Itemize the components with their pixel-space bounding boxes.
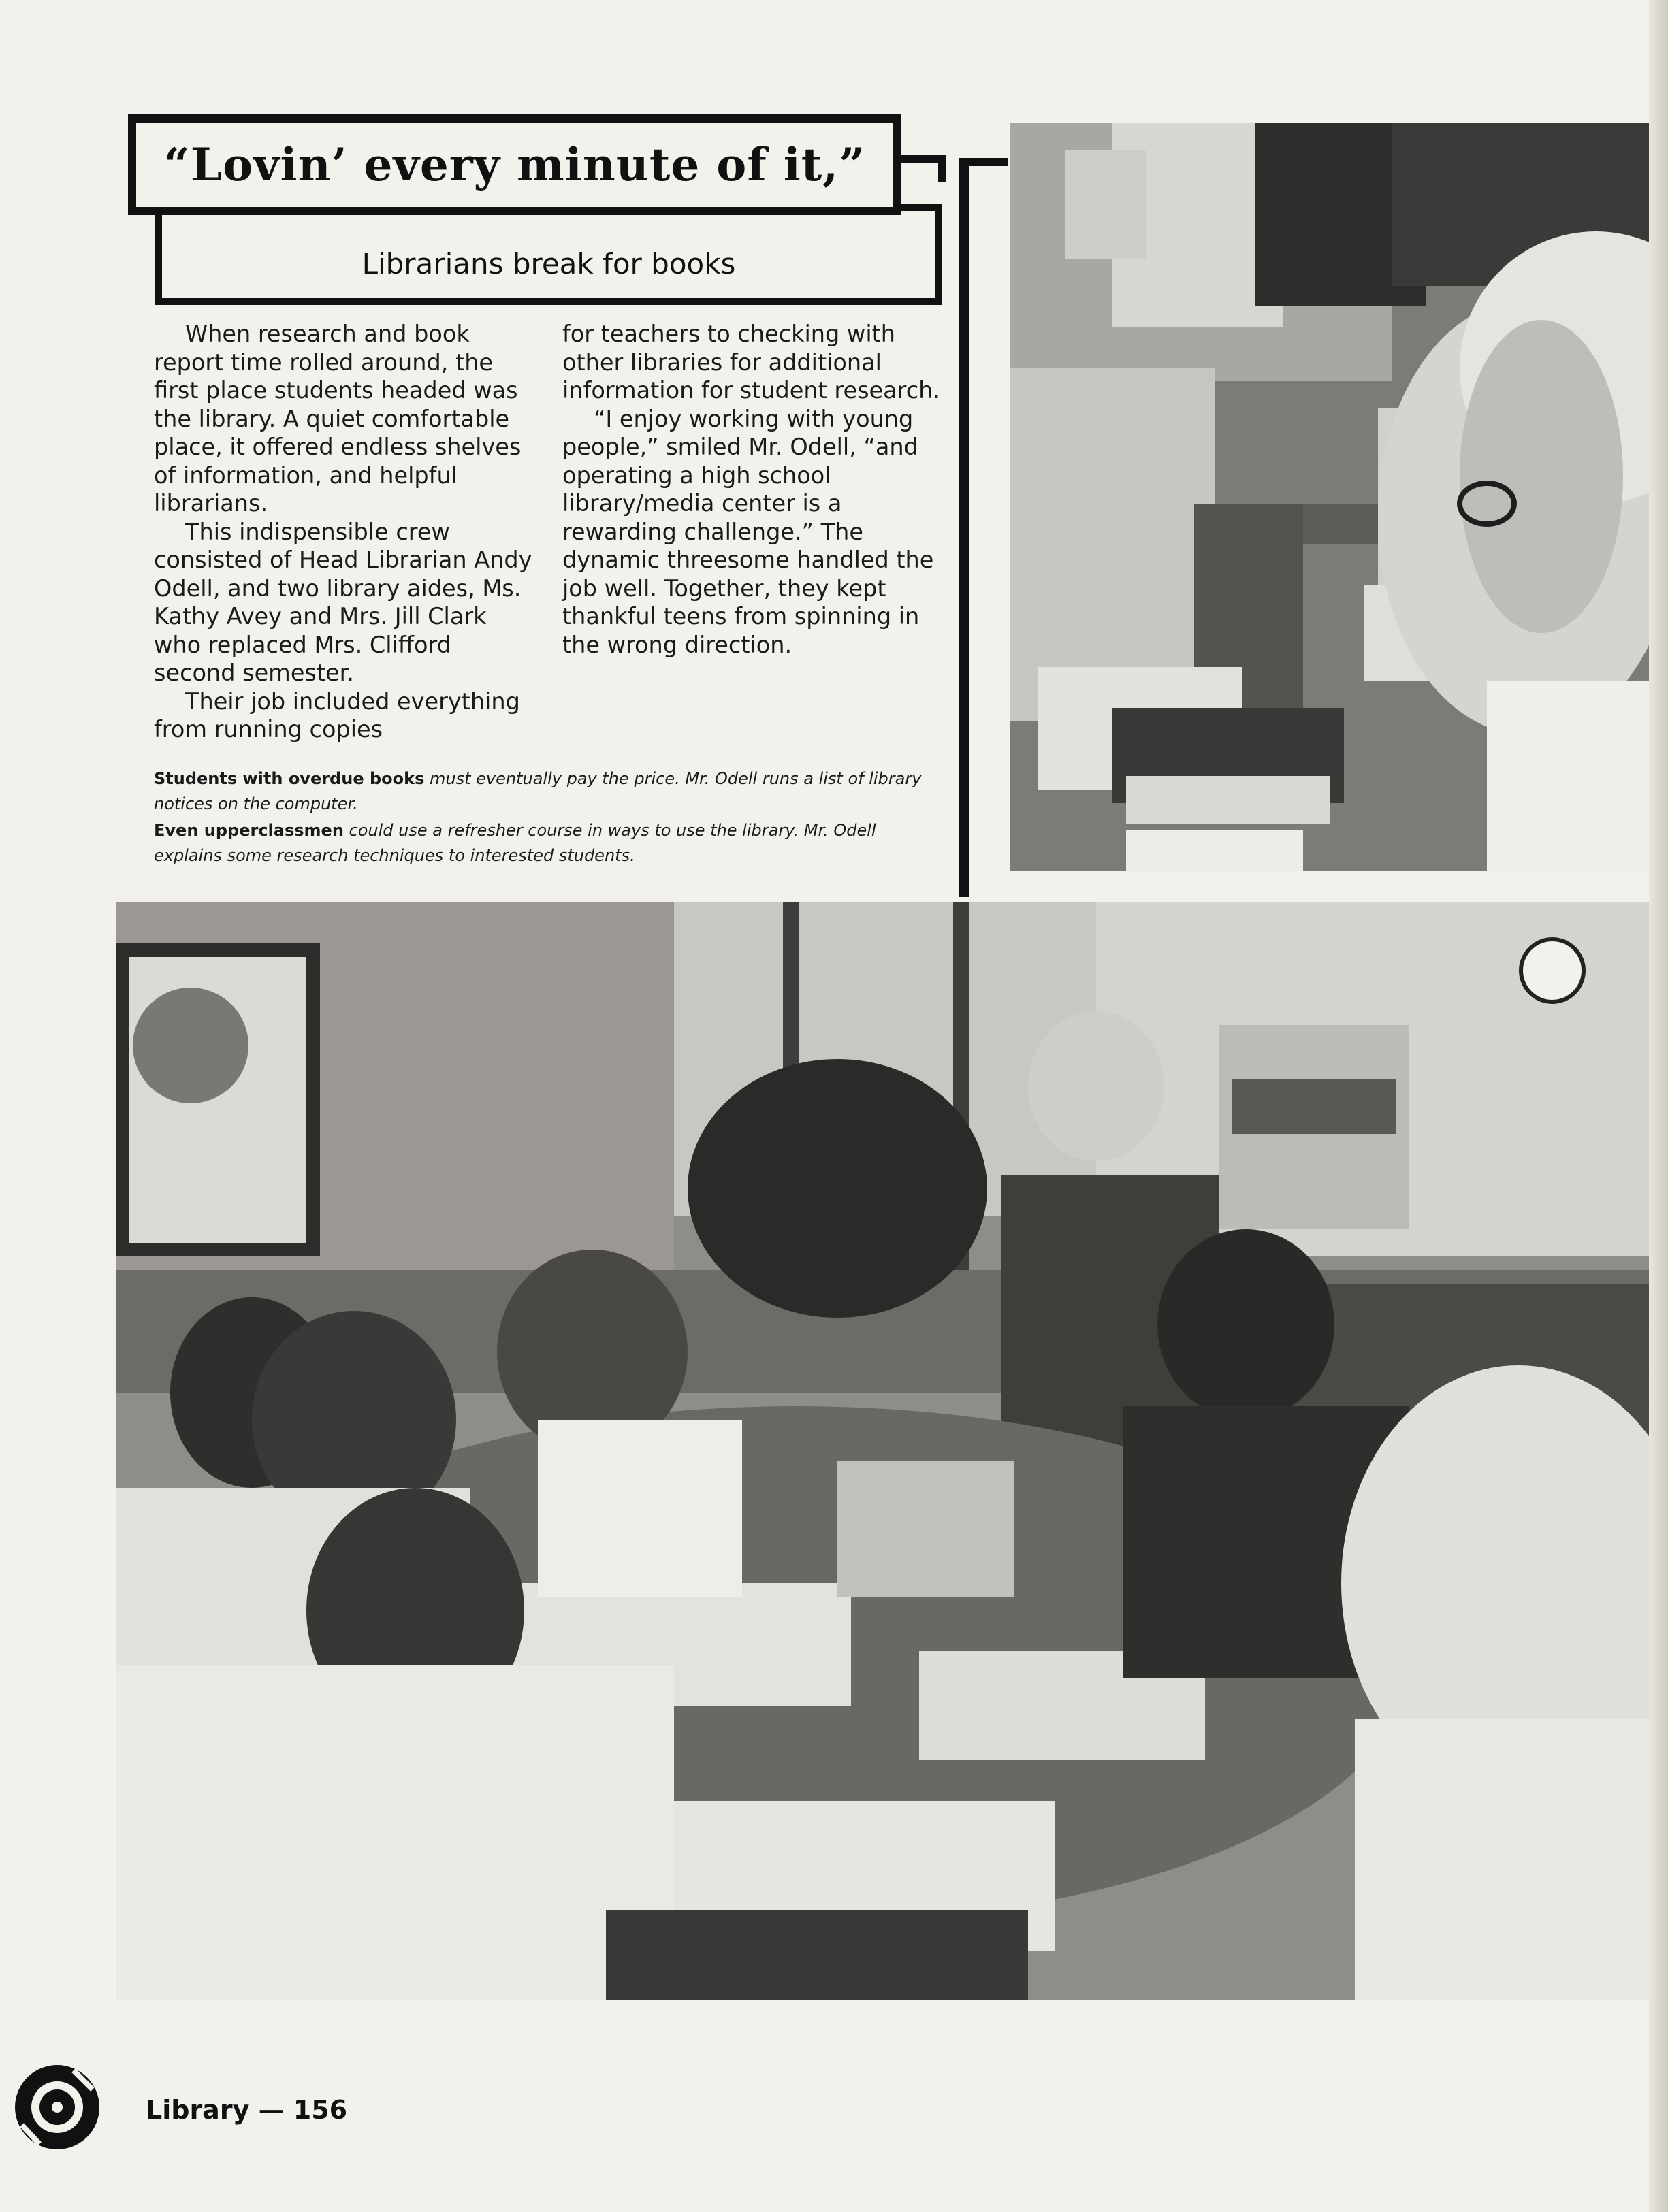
page-folio: Library — 156 — [146, 2095, 348, 2125]
record-disc-icon-graphic — [12, 2062, 102, 2152]
photo-librarian-computer — [1010, 123, 1649, 871]
photo-captions — [154, 766, 930, 870]
article-title: “Lovin’ every minute of it,” — [163, 138, 866, 191]
article-column-2 — [562, 320, 944, 659]
paragraph: This indispensible crew consisted of Head Librarian Andy Odell, and two library aides, Ms. Kathy Avey and Mrs. Jill Clark who replaced Mrs. Clifford second semester. — [154, 518, 532, 686]
record-disc-icon — [12, 2062, 102, 2152]
caption-text: could use a refresher course in ways to use the library. Mr. Odell explains some research techniques to interested students. — [154, 821, 876, 865]
title-box — [128, 114, 901, 215]
caption-bottom-photo — [154, 818, 930, 868]
paragraph: When research and book report time rolled around, the first place students headed was the library. A quiet comfortable place, it offered endless shelves of information, and helpful librarians. — [154, 321, 522, 517]
caption-text: must eventually pay the price. Mr. Odell runs a list of library notices on the computer. — [154, 769, 922, 813]
photo-students-library-table — [116, 902, 1649, 2000]
paragraph: for teachers to checking with other libraries for additional information for student research. — [562, 321, 940, 404]
caption-lead: Even upperclassmen — [154, 821, 344, 840]
paragraph: “I enjoy working with young people,” smiled Mr. Odell, “and operating a high school library/media center is a rewarding challenge.” The dynamic threesome handled the job well. Together, they kept thankful teens from spinning in the wrong direction. — [562, 405, 934, 658]
photo-librarian-computer-image — [1010, 123, 1649, 871]
page-edge — [1649, 0, 1668, 2212]
vertical-rule — [959, 158, 969, 897]
caption-top-photo — [154, 766, 930, 817]
paragraph: Their job included everything from running copies — [154, 687, 520, 743]
caption-lead: Students with overdue books — [154, 769, 425, 788]
article-column-1 — [154, 320, 535, 744]
photo-students-library-table-image — [116, 902, 1649, 2000]
article-subtitle: Librarians break for books — [362, 246, 736, 280]
subtitle-box — [155, 204, 942, 305]
vertical-rule-cap — [959, 158, 1008, 166]
